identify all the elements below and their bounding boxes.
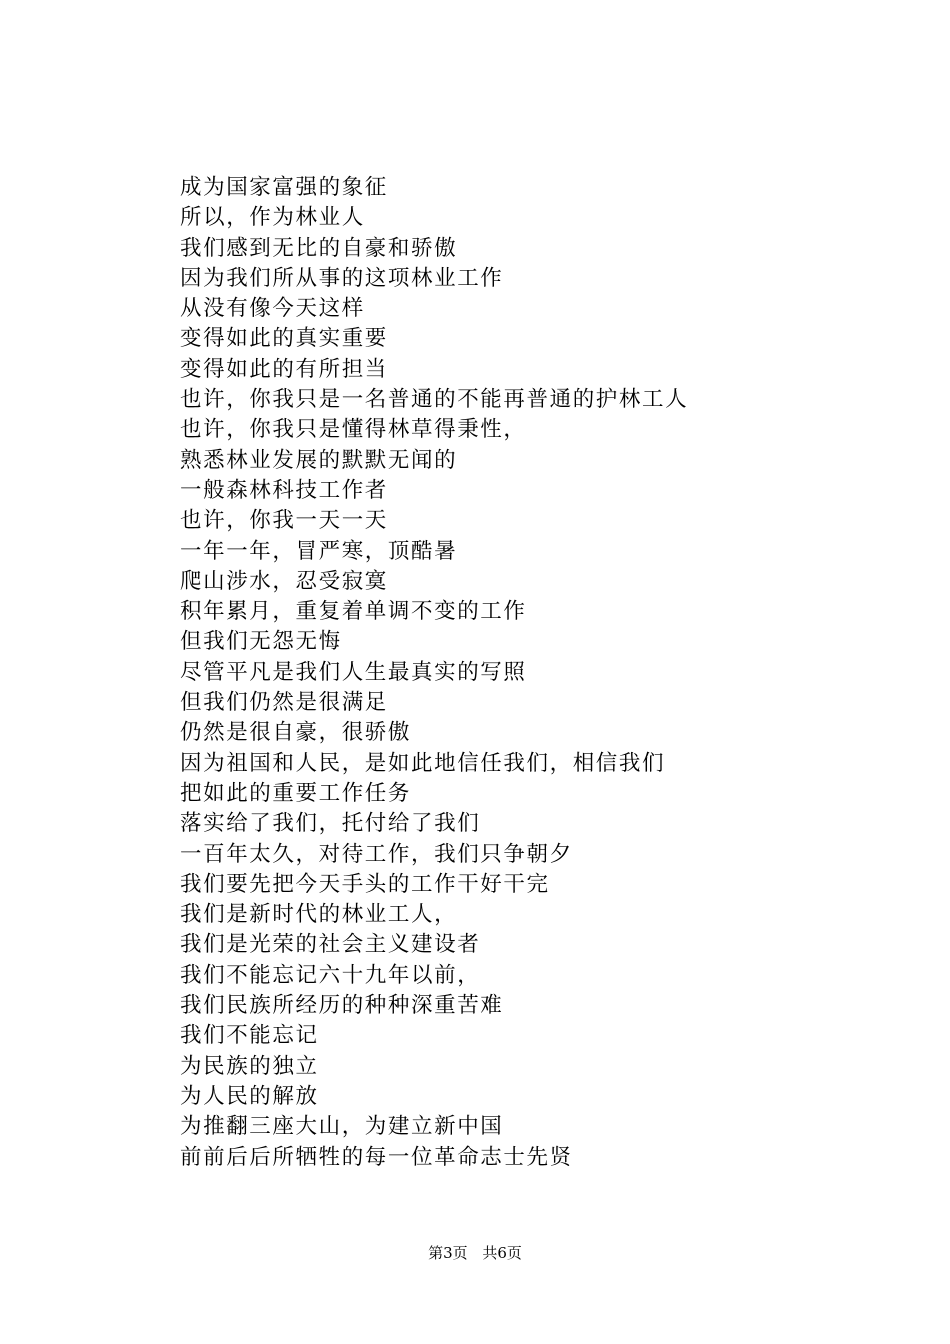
text-line: 但我们仍然是很满足 (180, 690, 388, 716)
text-line: 变得如此的有所担当 (180, 356, 388, 382)
text-line: 因为我们所从事的这项林业工作 (180, 265, 504, 291)
text-line: 一般森林科技工作者 (180, 477, 388, 503)
text-line: 一年一年，冒严寒，顶酷暑 (180, 538, 458, 564)
text-line: 仍然是很自豪，很骄傲 (180, 720, 412, 746)
text-line: 所以，作为林业人 (180, 205, 365, 231)
text-line: 也许，你我只是一名普通的不能再普通的护林工人 (180, 387, 689, 413)
page-number: 第3页 (428, 1244, 468, 1262)
text-line: 我们民族所经历的种种深重苦难 (180, 993, 504, 1019)
text-line: 为民族的独立 (180, 1053, 319, 1079)
text-line: 我们不能忘记六十九年以前， (180, 962, 481, 988)
text-line: 我们要先把今天手头的工作干好干完 (180, 871, 550, 897)
text-line: 熟悉林业发展的默默无闻的 (180, 447, 458, 473)
text-line: 为推翻三座大山，为建立新中国 (180, 1114, 504, 1140)
text-line: 从没有像今天这样 (180, 296, 365, 322)
text-line: 把如此的重要工作任务 (180, 780, 412, 806)
text-line: 因为祖国和人民，是如此地信任我们，相信我们 (180, 750, 666, 776)
page-total: 共6页 (482, 1244, 522, 1262)
text-line: 我们感到无比的自豪和骄傲 (180, 235, 458, 261)
page-footer (0, 1243, 950, 1263)
text-line: 我们不能忘记 (180, 1023, 319, 1049)
text-line: 前前后后所牺牲的每一位革命志士先贤 (180, 1144, 573, 1170)
text-line: 成为国家富强的象征 (180, 175, 388, 200)
text-line: 积年累月，重复着单调不变的工作 (180, 599, 527, 625)
poem-body (180, 173, 688, 1173)
text-line: 为人民的解放 (180, 1083, 319, 1109)
text-line: 也许，你我只是懂得林草得秉性， (180, 417, 527, 443)
text-line: 变得如此的真实重要 (180, 326, 388, 352)
text-line: 落实给了我们，托付给了我们 (180, 811, 481, 837)
text-line: 爬山涉水，忍受寂寞 (180, 568, 388, 594)
text-line: 我们是新时代的林业工人， (180, 902, 458, 928)
text-line: 我们是光荣的社会主义建设者 (180, 932, 481, 958)
text-line: 尽管平凡是我们人生最真实的写照 (180, 659, 527, 685)
text-line: 一百年太久，对待工作，我们只争朝夕 (180, 841, 573, 867)
text-line: 但我们无怨无悔 (180, 629, 342, 655)
text-line: 也许，你我一天一天 (180, 508, 388, 534)
